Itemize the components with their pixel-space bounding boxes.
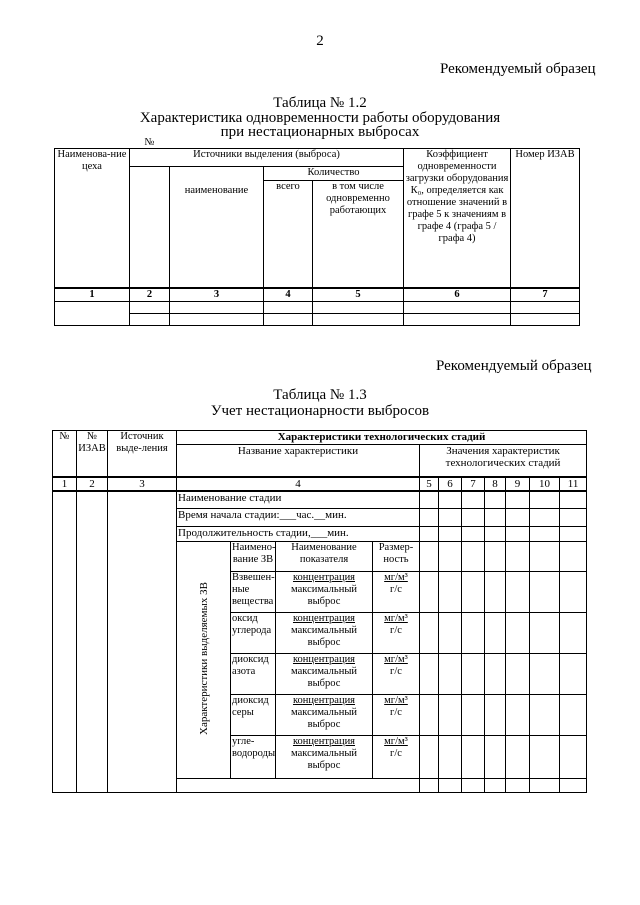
empty-cell xyxy=(404,301,511,313)
vertical-label-cell xyxy=(177,542,231,779)
row-stage-name: Наименование стадии xyxy=(177,491,420,509)
row-start-time: Время начала стадии:___час.__мин. xyxy=(177,509,420,527)
empty-cell xyxy=(170,301,264,313)
substance-name: угле-водороды xyxy=(231,736,276,779)
indicator-cell: концентрация максимальный выброс xyxy=(276,736,373,779)
col-num: 2 xyxy=(77,477,108,491)
empty-cell xyxy=(313,301,404,313)
substance-name: оксид углерода xyxy=(231,613,276,654)
dimension-cell: мг/м³ г/с xyxy=(373,736,420,779)
indicator-cell: концентрация максимальный выброс xyxy=(276,695,373,736)
table-1-3-number: Таблица № 1.3 xyxy=(273,387,367,403)
empty-cell xyxy=(511,313,580,325)
empty-cell xyxy=(130,301,170,313)
value-cell xyxy=(439,542,462,572)
value-cell xyxy=(420,779,439,793)
header-stage-values: Значения характеристик технологических стадий xyxy=(420,445,587,477)
header-shop-name: Наименова-ние цеха xyxy=(55,149,130,288)
value-cell xyxy=(439,654,462,695)
substance-name: Взвешен-ные вещества xyxy=(231,572,276,613)
header-quantity: Количество xyxy=(264,167,404,181)
col-num: 11 xyxy=(560,477,587,491)
value-cell xyxy=(439,695,462,736)
indicator-cell: концентрация максимальный выброс xyxy=(276,654,373,695)
table-1-2-number: Таблица № 1.2 xyxy=(273,95,367,111)
value-cell xyxy=(530,491,560,509)
col-num: 4 xyxy=(264,288,313,302)
value-cell xyxy=(462,509,485,527)
value-cell xyxy=(560,695,587,736)
table-1-3-title: Учет нестационарности выбросов xyxy=(210,403,430,419)
header-tech-stages: Характеристики технологических стадий xyxy=(177,431,587,445)
value-cell xyxy=(506,491,530,509)
value-cell xyxy=(439,779,462,793)
dimension-cell: мг/м³ г/с xyxy=(373,695,420,736)
value-cell xyxy=(462,491,485,509)
value-cell xyxy=(439,613,462,654)
recommended-sample-label-2: Рекомендуемый образец xyxy=(436,358,592,374)
dimension-cell: мг/м³ г/с xyxy=(373,613,420,654)
value-cell xyxy=(506,779,530,793)
substance-name: диоксид азота xyxy=(231,654,276,695)
value-cell xyxy=(420,613,439,654)
col-num: 3 xyxy=(108,477,177,491)
empty-cell xyxy=(511,301,580,313)
empty-cell xyxy=(313,313,404,325)
value-cell xyxy=(506,695,530,736)
value-cell xyxy=(530,654,560,695)
value-cell xyxy=(560,542,587,572)
empty-cell xyxy=(55,301,130,325)
value-cell xyxy=(530,572,560,613)
value-cell xyxy=(420,572,439,613)
value-cell xyxy=(560,509,587,527)
table-1-2-title: Характеристика одновременности работы оборудования xyxy=(139,110,501,126)
col-num: 3 xyxy=(170,288,264,302)
value-cell xyxy=(420,654,439,695)
value-cell xyxy=(560,491,587,509)
dimension-cell: мг/м³ г/с xyxy=(373,572,420,613)
value-cell xyxy=(506,527,530,542)
header-characteristic-name: Название характеристики xyxy=(177,445,420,477)
value-cell xyxy=(506,509,530,527)
value-cell xyxy=(420,527,439,542)
value-cell xyxy=(560,779,587,793)
value-cell xyxy=(560,527,587,542)
value-cell xyxy=(530,736,560,779)
col-num: 2 xyxy=(130,288,170,302)
value-cell xyxy=(485,542,506,572)
value-cell xyxy=(462,572,485,613)
sub-header-indicator: Наименование показателя xyxy=(276,542,373,572)
value-cell xyxy=(462,779,485,793)
empty-cell xyxy=(130,313,170,325)
empty-cell xyxy=(170,313,264,325)
col-num: 6 xyxy=(439,477,462,491)
value-cell xyxy=(462,613,485,654)
value-cell xyxy=(462,654,485,695)
value-cell xyxy=(420,695,439,736)
col-num: 8 xyxy=(485,477,506,491)
header-no-izav: № ИЗАВ xyxy=(77,431,108,477)
header-simultaneous: в том числе одновременно работающих xyxy=(313,181,404,288)
col-num: 1 xyxy=(55,288,130,302)
value-cell xyxy=(420,491,439,509)
value-cell xyxy=(530,509,560,527)
empty-cell xyxy=(404,313,511,325)
body-izav-cell xyxy=(77,491,108,793)
value-cell xyxy=(506,572,530,613)
value-cell xyxy=(485,779,506,793)
value-cell xyxy=(439,491,462,509)
header-row-no: № xyxy=(53,431,77,477)
value-cell xyxy=(462,736,485,779)
header-name: наименование xyxy=(170,167,264,288)
value-cell xyxy=(439,572,462,613)
body-no-cell xyxy=(53,491,77,793)
value-cell xyxy=(506,613,530,654)
value-cell xyxy=(462,542,485,572)
value-cell xyxy=(530,779,560,793)
col-num: 5 xyxy=(420,477,439,491)
empty-cell xyxy=(264,313,313,325)
value-cell xyxy=(560,572,587,613)
col-num: 10 xyxy=(530,477,560,491)
col-num: 7 xyxy=(511,288,580,302)
value-cell xyxy=(560,613,587,654)
empty-cell xyxy=(177,779,420,793)
pollutants-vertical-label: Характеристики выделяемых ЗВ xyxy=(197,581,210,735)
table-1-2 xyxy=(54,136,580,326)
page-number: 2 xyxy=(316,33,324,49)
sub-header-dimension: Размер-ность xyxy=(373,542,420,572)
value-cell xyxy=(420,509,439,527)
value-cell xyxy=(439,736,462,779)
table-1-2-subtitle: при нестационарных выбросах xyxy=(220,124,420,140)
col-num: 9 xyxy=(506,477,530,491)
value-cell xyxy=(530,613,560,654)
value-cell xyxy=(560,736,587,779)
body-source-cell xyxy=(108,491,177,793)
col-num: 7 xyxy=(462,477,485,491)
indicator-cell: концентрация максимальный выброс xyxy=(276,613,373,654)
value-cell xyxy=(485,527,506,542)
recommended-sample-label: Рекомендуемый образец xyxy=(440,61,596,77)
value-cell xyxy=(506,736,530,779)
col-num: 6 xyxy=(404,288,511,302)
value-cell xyxy=(439,527,462,542)
table-1-3 xyxy=(52,430,587,793)
value-cell xyxy=(530,542,560,572)
value-cell xyxy=(462,695,485,736)
header-izav-number: Номер ИЗАВ xyxy=(511,149,580,288)
value-cell xyxy=(420,542,439,572)
value-cell xyxy=(485,736,506,779)
value-cell xyxy=(439,509,462,527)
header-coefficient: Коэффициент одновременности загрузки оборудования К₀, определяется как отношение значений в графе 5 к значениям в графе 4 (графа 5 /графа 4) xyxy=(404,149,511,288)
header-source: Источник выде-ления xyxy=(108,431,177,477)
col-num: 4 xyxy=(177,477,420,491)
value-cell xyxy=(530,695,560,736)
value-cell xyxy=(485,572,506,613)
col-num: 5 xyxy=(313,288,404,302)
header-no: № xyxy=(130,167,170,288)
value-cell xyxy=(506,542,530,572)
header-total: всего xyxy=(264,181,313,288)
value-cell xyxy=(485,613,506,654)
value-cell xyxy=(485,509,506,527)
header-sources: Источники выделения (выброса) xyxy=(130,149,404,167)
value-cell xyxy=(420,736,439,779)
col-num: 1 xyxy=(53,477,77,491)
value-cell xyxy=(560,654,587,695)
value-cell xyxy=(462,527,485,542)
value-cell xyxy=(506,654,530,695)
value-cell xyxy=(530,527,560,542)
sub-header-zv: Наимено-вание ЗВ xyxy=(231,542,276,572)
dimension-cell: мг/м³ г/с xyxy=(373,654,420,695)
indicator-cell: концентрация максимальный выброс xyxy=(276,572,373,613)
substance-name: диоксид серы xyxy=(231,695,276,736)
value-cell xyxy=(485,491,506,509)
row-duration: Продолжительность стадии,___мин. xyxy=(177,527,420,542)
value-cell xyxy=(485,695,506,736)
value-cell xyxy=(485,654,506,695)
empty-cell xyxy=(264,301,313,313)
